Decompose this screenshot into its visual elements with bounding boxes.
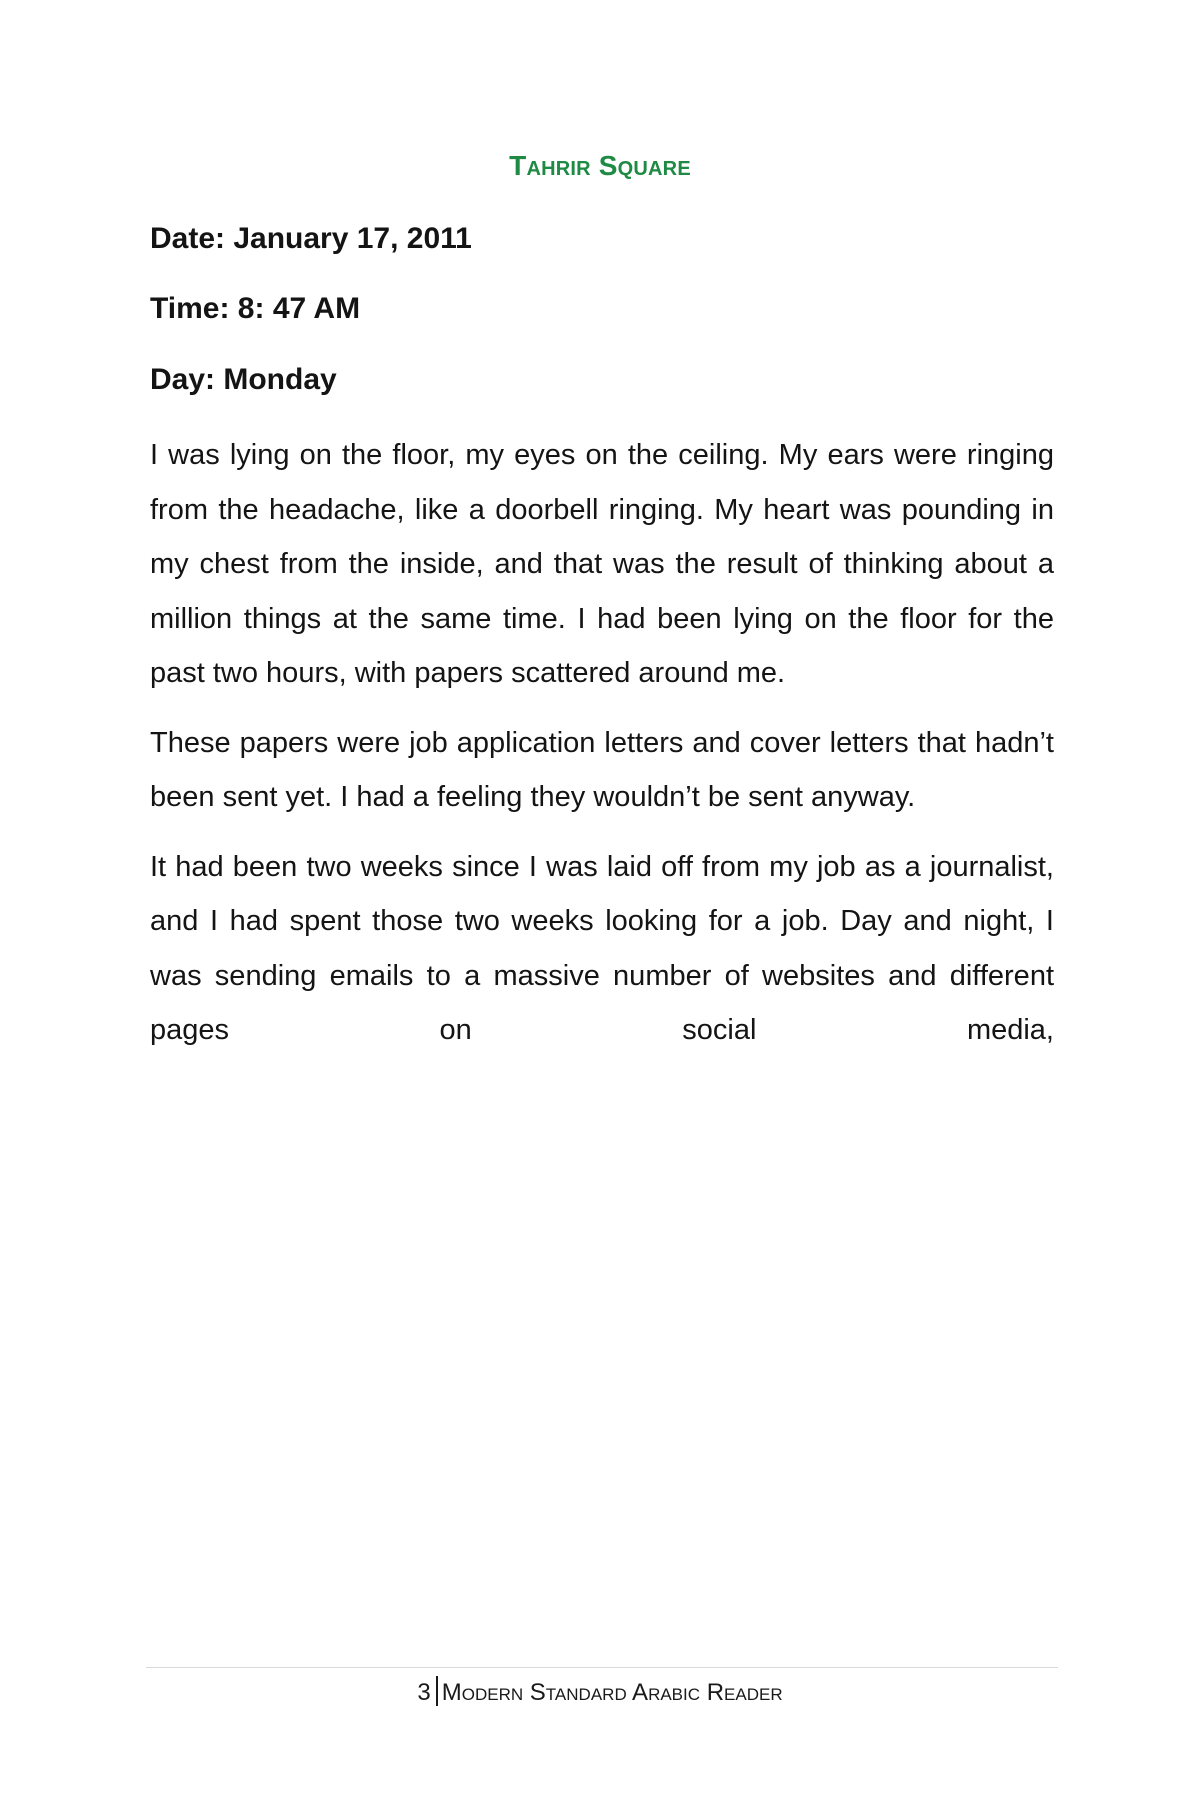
day-line: Day: Monday — [150, 363, 337, 396]
page-title: Tahrir Square — [509, 150, 691, 181]
page-footer — [0, 1676, 1200, 1707]
page-number: 3 — [417, 1679, 431, 1706]
time-line: Time: 8: 47 AM — [150, 292, 361, 325]
footer-separator — [436, 1676, 438, 1706]
paragraph: I was lying on the floor, my eyes on the ceiling. My ears were ringing from the headache, like a doorbell ringing. My heart was pounding in my chest from the inside, and that was the result of thinking about a million things at the same time. I had been lying on the floor for the past two hours, with papers scattered around me. — [150, 439, 1054, 689]
footer-divider — [146, 1667, 1058, 1668]
running-title: Modern Standard Arabic Reader — [441, 1679, 783, 1706]
paragraph: These papers were job application letters and cover letters that hadn’t been sent yet. I had a feeling they wouldn’t be sent anyway. — [150, 726, 1054, 813]
date-line: Date: January 17, 2011 — [150, 222, 472, 255]
paragraph: It had been two weeks since I was laid off from my job as a journalist, and I had spent those two weeks looking for a job. Day and night, I was sending emails to a massive number of websites and different pages on social media, — [150, 850, 1054, 1046]
story-body — [150, 428, 1054, 1073]
